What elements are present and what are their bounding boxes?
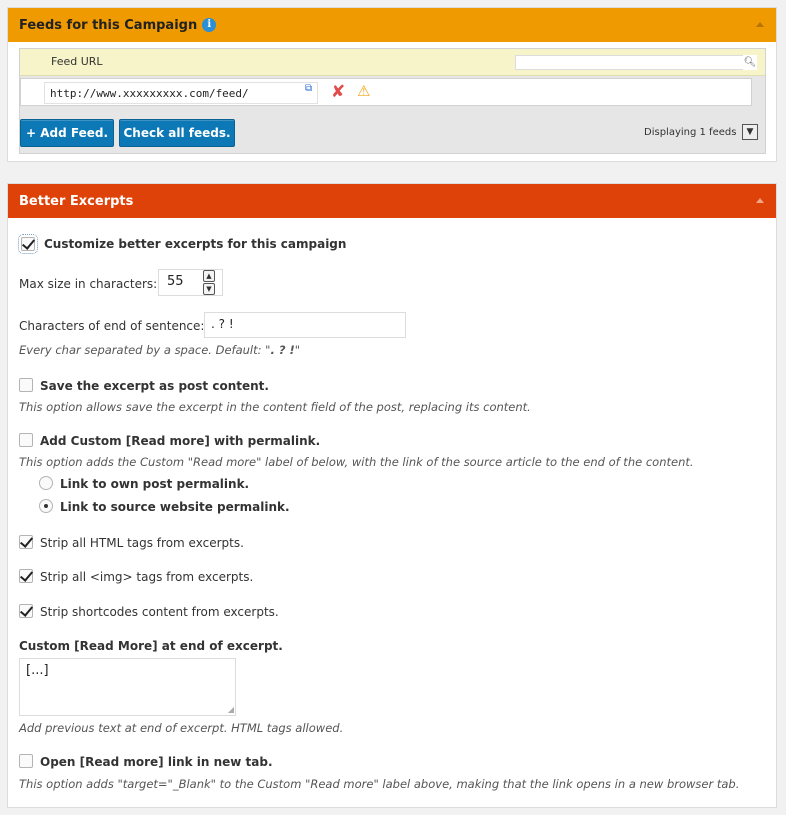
radio-own-permalink-label: Link to own post permalink. — [60, 477, 250, 491]
info-icon[interactable]: i — [202, 18, 216, 32]
display-count: Displaying 1 feeds — [644, 127, 737, 138]
strip-img-checkbox[interactable] — [19, 569, 33, 583]
search-icon[interactable]: 🔍︎ — [743, 57, 757, 68]
new-tab-help: This option adds "target="_Blank" to the Custom "Read more" label above, making that the link opens in a new browser tab. — [19, 777, 740, 791]
max-size-label: Max size in characters: — [19, 277, 158, 291]
feeds-panel-title: Feeds for this Campaign — [19, 17, 198, 33]
warning-icon: ⚠︎ — [357, 82, 371, 100]
help-prefix: Every char separated by a space. Default: " — [19, 343, 271, 357]
collapse-arrow-icon[interactable] — [756, 198, 764, 203]
external-link-icon[interactable]: ⧉ — [305, 83, 313, 94]
new-tab-label: Open [Read more] link in new tab. — [40, 755, 273, 769]
add-feed-button[interactable]: + Add Feed. — [20, 119, 114, 147]
strip-html-label: Strip all HTML tags from excerpts. — [40, 536, 244, 550]
strip-shortcodes-label: Strip shortcodes content from excerpts. — [40, 605, 279, 619]
chevron-down-icon[interactable]: ▼ — [742, 124, 758, 140]
feed-search-input[interactable] — [515, 55, 753, 70]
feeds-table-header — [20, 49, 765, 76]
custom-readmore-value: [...] — [26, 663, 49, 678]
spin-down-icon[interactable]: ▼ — [203, 283, 215, 295]
add-readmore-help: This option adds the Custom "Read more" label of below, with the link of the source article to the end of the content. — [19, 455, 694, 469]
spin-up-icon[interactable]: ▲ — [203, 270, 215, 282]
strip-html-checkbox[interactable] — [19, 535, 33, 549]
collapse-arrow-icon[interactable] — [756, 22, 764, 27]
custom-readmore-help: Add previous text at end of excerpt. HTML tags allowed. — [19, 721, 344, 735]
radio-source-permalink[interactable] — [39, 499, 53, 513]
feeds-panel-header[interactable] — [8, 8, 776, 42]
feeds-panel — [7, 7, 777, 162]
feed-url-column-header: Feed URL — [51, 55, 103, 68]
save-as-content-label: Save the excerpt as post content. — [40, 379, 269, 393]
feeds-table — [19, 48, 766, 154]
save-as-content-checkbox[interactable] — [19, 378, 33, 392]
end-sentence-label: Characters of end of sentence: — [19, 319, 205, 333]
radio-own-permalink[interactable] — [39, 476, 53, 490]
end-sentence-help — [19, 343, 300, 357]
customize-checkbox[interactable] — [21, 237, 35, 251]
excerpts-panel-title: Better Excerpts — [19, 193, 134, 209]
feed-row — [20, 78, 752, 106]
strip-shortcodes-checkbox[interactable] — [19, 604, 33, 618]
resize-grip-icon[interactable]: ◢ — [227, 705, 234, 714]
feed-url-input[interactable]: http://www.xxxxxxxxx.com/feed/ — [44, 82, 318, 104]
delete-icon[interactable]: ✘ — [331, 82, 346, 102]
custom-readmore-label: Custom [Read More] at end of excerpt. — [19, 639, 283, 653]
check-all-feeds-button[interactable]: Check all feeds. — [119, 119, 235, 147]
help-suffix: " — [294, 343, 301, 357]
strip-img-label: Strip all <img> tags from excerpts. — [40, 570, 254, 584]
excerpts-panel-header[interactable] — [8, 184, 776, 218]
custom-readmore-textarea[interactable] — [19, 658, 236, 716]
add-readmore-checkbox[interactable] — [19, 433, 33, 447]
help-default: . ? ! — [270, 343, 295, 357]
save-as-content-help: This option allows save the excerpt in the content field of the post, replacing its content. — [19, 400, 531, 414]
max-size-input[interactable]: 55 — [158, 269, 223, 296]
new-tab-checkbox[interactable] — [19, 754, 33, 768]
better-excerpts-panel — [7, 183, 777, 808]
end-sentence-input[interactable]: . ? ! — [204, 312, 406, 338]
add-readmore-label: Add Custom [Read more] with permalink. — [40, 434, 321, 448]
radio-source-permalink-label: Link to source website permalink. — [60, 500, 290, 514]
customize-label: Customize better excerpts for this campaign — [44, 237, 347, 251]
